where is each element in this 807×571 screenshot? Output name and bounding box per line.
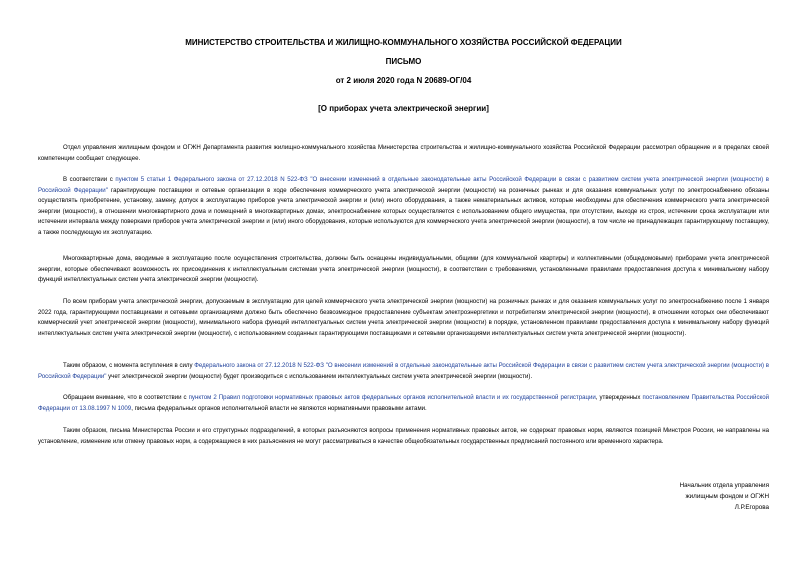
paragraph-text: Таким образом, с момента вступления в силу (63, 362, 195, 369)
ministry-heading: МИНИСТЕРСТВО СТРОИТЕЛЬСТВА И ЖИЛИЩНО-КОММУНАЛЬНОГО ХОЗЯЙСТВА РОССИЙСКОЙ ФЕДЕРАЦИИ (185, 38, 622, 47)
paragraph-text: , письма федеральных органов исполнительной власти не являются нормативными правовыми актами. (131, 404, 427, 412)
paragraph-text: , утвержденных (595, 394, 643, 401)
paragraph-legal-status: Таким образом, письма Министерства России и его структурных подразделений, в которых разъясняются вопросы применения нормативных правовых актов, не содержат правовых норм, являются позицией Минстроя России, не направлены на установление, изменение или отмену правовых норм, а содержащиеся в них разъяснения не могут рассматриваться в качестве общеобязательных государственных предписаний постоянного или временного характера. (38, 427, 769, 445)
rules-item-2-link[interactable]: пунктом 2 Правил подготовки нормативных правовых актов федеральных органов исполнительной власти и их государственной регистрации (188, 394, 596, 401)
document-type: ПИСЬМО (385, 57, 422, 66)
document-subject: [О приборах учета электрической энергии] (318, 104, 489, 113)
signature-department: жилищным фондом и ОГЖН (685, 493, 769, 500)
law-522-fz-link[interactable]: Федерального закона от 27.12.2018 N 522-ФЗ "О внесении изменений в отдельные законодательные акты Российской Федерации в связи с развитием систем учета электрической энергии (мощности) в Российской Федерации" (38, 362, 769, 380)
law-522-fz-article-link[interactable]: пунктом 5 статьи 1 Федерального закона от 27.12.2018 N 522-ФЗ "О внесении изменений в отдельные законодательные акты Российской Федерации в связи с развитием систем учета электрической энергии (мощности) в Российской Федерации" (38, 176, 770, 194)
paragraph-conclusion (38, 361, 769, 382)
signature-name: Л.Р.Егорова (734, 504, 769, 511)
paragraph-attention (38, 393, 769, 414)
paragraph-new-buildings: Многоквартирные дома, вводимые в эксплуатацию после осуществления строительства, должны быть оснащены индивидуальными, общими (для коммунальной квартиры) и коллективными (общедомовыми) приборами учета электрической энергии, которые обеспечивают возможность их присоединения к интеллектуальным системам учета электрической энергии (мощности), в соответствии с требованиями, установленными правилами предоставления доступа к минимальному набору функций интеллектуальных систем учета электрической энергии (мощности). (38, 255, 769, 284)
paragraph-text: учет электрической энергии (мощности) будет производиться с использованием интеллектуальных систем учета электрической энергии (мощности). (106, 372, 533, 380)
paragraph-text: гарантирующие поставщики и сетевые организации в ходе обеспечения коммерческого учета электрической энергии (мощности) на розничных рынках и для оказания коммунальных услуг по электроснабжению обязаны осуществлять приобретение, установку, замену, допуск в эксплуатацию приборов учета электрической энергии и (или) иного оборудования, а также нематериальных активов, которые необходимы для обеспечения коммерческого учета электрической энергии (мощности), в отношении многоквартирного дома и помещений в многоквартирных домах, электроснабжение которых осуществляется с использованием общего имущества, при отсутствии, выходе из строя, истечении срока эксплуатации или истечении интервала между поверками приборов учета электрической энергии и (или) иного оборудования, которые используются для коммерческого учета электрической энергии (мощности), в том числе не принадлежащих гарантирующему поставщику, а также последующую их эксплуатацию. (38, 186, 769, 236)
paragraph-intro: Отдел управления жилищным фондом и ОГЖН Департамента развития жилищно-коммунального хозяйства Министерства строительства и жилищно-коммунального хозяйства Российской Федерации рассмотрел обращение и в пределах своей компетенции сообщает следующее. (38, 144, 769, 162)
document-date-number: от 2 июля 2020 года N 20689-ОГ/04 (335, 76, 472, 85)
government-decree-1009-link[interactable]: постановлением Правительства Российской Федерации от 13.08.1997 N 1009 (38, 394, 770, 412)
signature-position: Начальник отдела управления (679, 482, 769, 489)
paragraph-meters-2022: По всем приборам учета электрической энергии, допускаемым в эксплуатацию для целей коммерческого учета электрической энергии (мощности) на розничных рынках и для оказания коммунальных услуг по электроснабжению после 1 января 2022 года, гарантирующими поставщиками и сетевыми организациями должно быть обеспечено безвозмездное предоставление субъектам электроэнергетики и потребителям электрической энергии (мощности), в отношении которых они обеспечивают коммерческий учет электрической энергии (мощности), минимального набора функций интеллектуальных систем учета электрической энергии (мощности) в порядке, установленном правилами предоставления доступа к минимальному набору функций интеллектуальных систем учета электрической энергии (мощности), с использованием созданных гарантирующими поставщиками и сетевыми организациями интеллектуальных систем учета электрической энергии (мощности). (38, 298, 769, 337)
paragraph-law-obligations (38, 175, 769, 239)
signature-block (680, 480, 769, 513)
paragraph-text: Обращаем внимание, что в соответствии с (63, 394, 189, 401)
paragraph-text: В соответствии с (63, 176, 116, 183)
